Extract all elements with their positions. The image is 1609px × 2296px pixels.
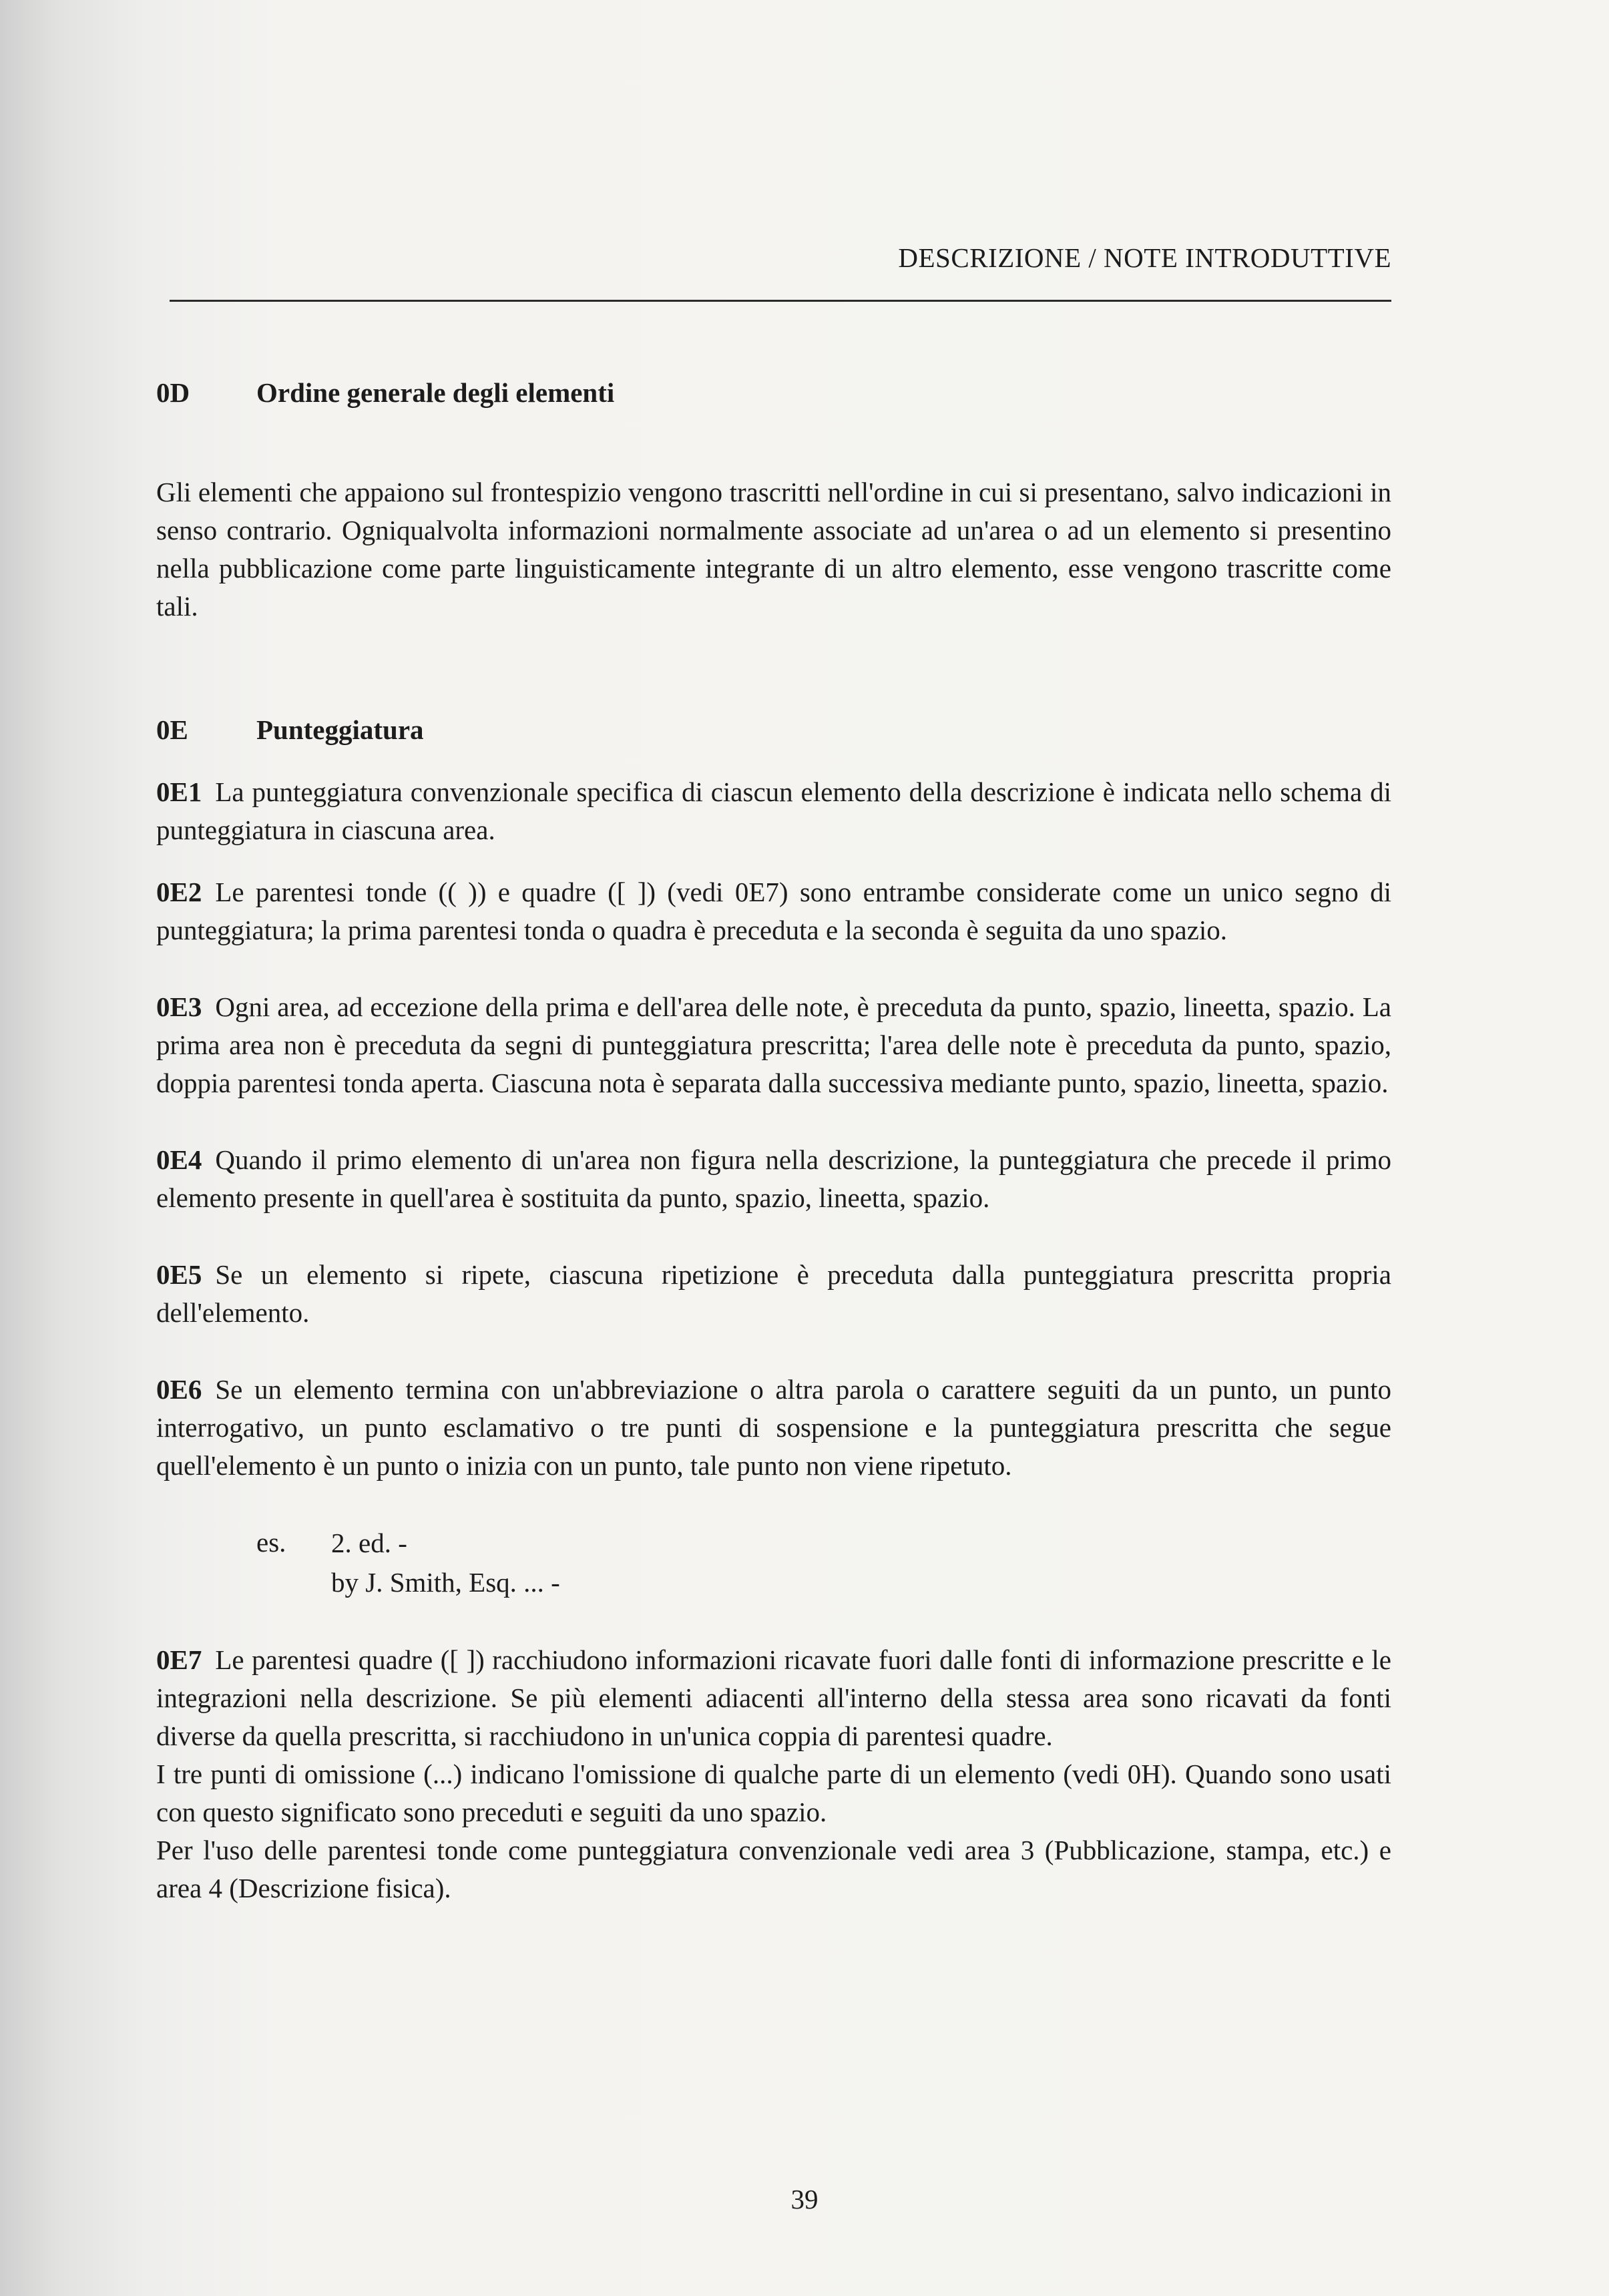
running-title: DESCRIZIONE / NOTE INTRODUTTIVE: [898, 242, 1391, 273]
rule-text: Le parentesi quadre ([ ]) racchiudono informazioni ricavate fuori dalle fonti di informazione prescritte e le integrazioni nella descrizione. Se più elementi adiacenti all'interno della stessa area sono ricavati da fonti diverse da quella prescritta, si racchiudono in un'unica coppia di parentesi quadre.: [156, 1644, 1391, 1751]
rule-code: 0E6: [156, 1374, 202, 1405]
header-rule: [170, 300, 1391, 302]
rule-0e7: [156, 1641, 1391, 1755]
rule-0e6: [156, 1371, 1391, 1485]
rule-code: 0E1: [156, 776, 202, 807]
rule-0e3: [156, 988, 1391, 1102]
rule-code: 0E5: [156, 1259, 202, 1290]
section-0e-heading: [156, 711, 1391, 749]
rule-0e7-omission: I tre punti di omissione (...) indicano l'omissione di qualche parte di un elemento (vedi 0H). Quando sono usati con questo significato sono preceduti e seguiti da uno spazio.: [156, 1759, 1391, 1827]
example-line-2: by J. Smith, Esq. ... -: [331, 1567, 560, 1598]
section-0d-title: Ordine generale degli elementi: [256, 377, 615, 408]
example-label: es.: [256, 1527, 286, 1558]
rule-0e7-parentheses: Per l'uso delle parentesi tonde come punteggiatura convenzionale vedi area 3 (Pubblicazione, stampa, etc.) e area 4 (Descrizione fisica).: [156, 1835, 1391, 1903]
section-0e-code: 0E: [156, 714, 188, 745]
rule-0e4: [156, 1141, 1391, 1217]
section-0d-text: Gli elementi che appaiono sul frontespizio vengono trascritti nell'ordine in cui si presentano, salvo indicazioni in senso contrario. Ogniqualvolta informazioni normalmente associate ad un'area o ad un elemento si presentino nella pubblicazione come parte linguisticamente integrante di un altro elemento, esse vengono trascritte come tali.: [156, 477, 1391, 622]
rule-text: Ogni area, ad eccezione della prima e dell'area delle note, è preceduta da punto, spazio, lineetta, spazio. La prima area non è preceduta da segni di punteggiatura prescritta; l'area delle note è preceduta da punto, spazio, doppia parentesi tonda aperta. Ciascuna nota è separata dalla successiva mediante punto, spazio, lineetta, spazio.: [156, 991, 1391, 1098]
rule-0e5: [156, 1256, 1391, 1332]
section-0e-title: Punteggiatura: [256, 714, 424, 745]
section-0d-code: 0D: [156, 377, 190, 408]
rule-text: Le parentesi tonde (( )) e quadre ([ ]) (vedi 0E7) sono entrambe considerate come un unico segno di punteggiatura; la prima parentesi tonda o quadra è preceduta e la seconda è seguita da uno spazio.: [156, 877, 1391, 945]
rule-code: 0E7: [156, 1644, 202, 1675]
rule-code: 0E2: [156, 877, 202, 907]
example-block: [256, 1524, 1391, 1602]
rule-0e2: [156, 873, 1391, 949]
rule-code: 0E4: [156, 1144, 202, 1175]
rule-0e1: [156, 773, 1391, 849]
rule-text: Se un elemento termina con un'abbreviazione o altra parola o carattere seguiti da un punto, un punto interrogativo, un punto esclamativo o tre punti di sospensione e la punteggiatura prescritta che segue quell'elemento è un punto o inizia con un punto, tale punto non viene ripetuto.: [156, 1374, 1391, 1481]
page-number: 39: [790, 2184, 819, 2215]
page-body: [156, 374, 1391, 1907]
example-line-1: 2. ed. -: [331, 1528, 407, 1558]
section-0d-heading: [156, 374, 1391, 412]
rule-text: La punteggiatura convenzionale specifica di ciascun elemento della descrizione è indicata nello schema di punteggiatura in ciascuna area.: [156, 776, 1391, 845]
rule-text: Se un elemento si ripete, ciascuna ripetizione è preceduta dalla punteggiatura prescritta propria dell'elemento.: [156, 1259, 1391, 1328]
rule-text: Quando il primo elemento di un'area non figura nella descrizione, la punteggiatura che precede il primo elemento presente in quell'area è sostituita da punto, spazio, lineetta, spazio.: [156, 1144, 1391, 1213]
rule-code: 0E3: [156, 991, 202, 1022]
